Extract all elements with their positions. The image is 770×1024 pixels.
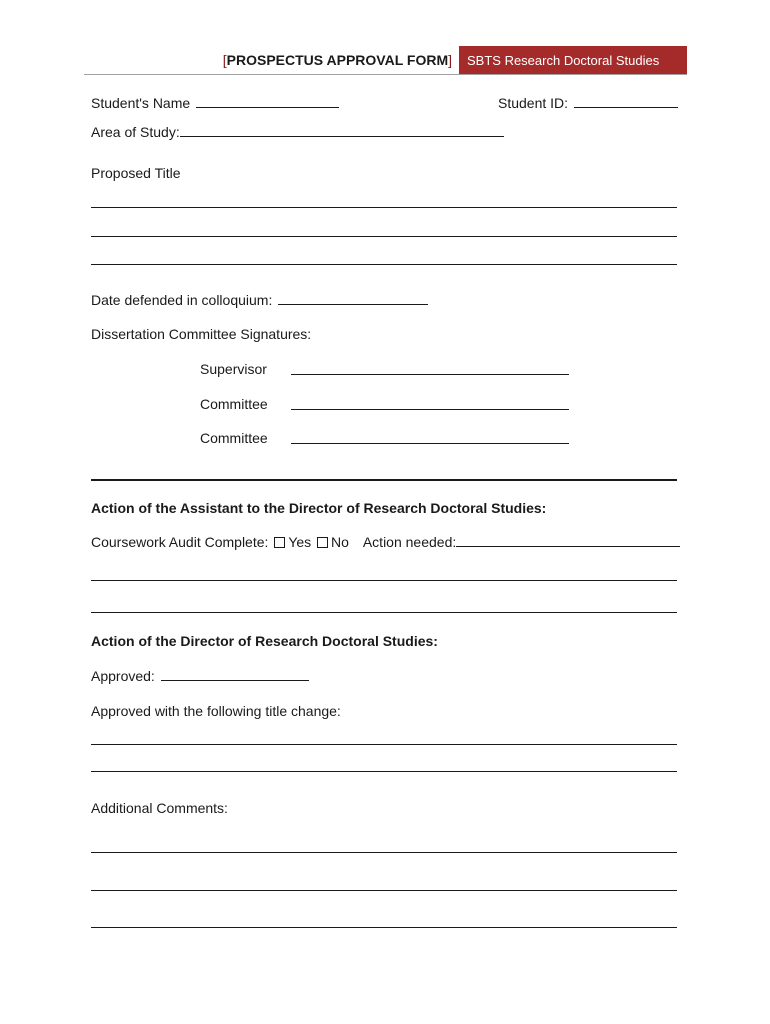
proposed-title-line-2[interactable] [91,236,677,237]
student-id-field[interactable] [574,94,678,108]
committee-2-signature-line[interactable] [291,443,569,444]
director-section-heading: Action of the Director of Research Doctoral Studies: [91,633,438,649]
department-badge: SBTS Research Doctoral Studies [459,46,687,75]
title-bracket-open: [ [222,52,227,68]
action-needed-label: Action needed: [362,534,457,550]
student-id-row [498,94,678,112]
audit-no-label: No [331,534,349,550]
comments-line-1[interactable] [91,852,677,853]
student-name-label: Student's Name [91,95,191,111]
audit-yes-label: Yes [288,534,312,550]
signature-role-committee-1: Committee [200,396,268,412]
coursework-audit-label: Coursework Audit Complete: [91,534,269,550]
date-defended-label: Date defended in colloquium: [91,292,273,308]
area-of-study-row [91,123,504,141]
proposed-title-line-3[interactable] [91,264,677,265]
approved-row [91,667,309,685]
title-bracket-close: ] [448,52,452,68]
additional-comments-label: Additional Comments: [91,800,228,816]
proposed-title-line-1[interactable] [91,207,677,208]
supervisor-signature-line[interactable] [291,374,569,375]
area-of-study-field[interactable] [180,123,504,137]
action-needed-line-2[interactable] [91,612,677,613]
action-needed-line-1[interactable] [91,580,677,581]
signature-role-supervisor: Supervisor [200,361,267,377]
coursework-audit-row [91,533,680,551]
committee-1-signature-line[interactable] [291,409,569,410]
section-divider [91,479,677,481]
assistant-section-heading: Action of the Assistant to the Director of Research Doctoral Studies: [91,500,547,516]
date-defended-field[interactable] [278,291,428,305]
title-change-line-2[interactable] [91,771,677,772]
student-id-label: Student ID: [498,95,569,111]
area-of-study-label: Area of Study: [91,124,180,140]
title-change-label: Approved with the following title change: [91,703,341,719]
committee-signatures-label: Dissertation Committee Signatures: [91,326,312,342]
audit-no-checkbox[interactable] [317,537,328,548]
comments-line-2[interactable] [91,890,677,891]
form-title [223,52,452,68]
proposed-title-label: Proposed Title [91,165,181,181]
action-needed-field[interactable] [456,533,680,547]
signature-role-committee-2: Committee [200,430,268,446]
comments-line-3[interactable] [91,927,677,928]
approved-label: Approved: [91,668,155,684]
title-change-line-1[interactable] [91,744,677,745]
date-defended-row [91,291,428,309]
approved-field[interactable] [161,667,309,681]
student-name-field[interactable] [196,94,339,108]
header-divider [84,74,687,75]
audit-yes-checkbox[interactable] [274,537,285,548]
student-name-row [91,94,339,112]
form-title-text: PROSPECTUS APPROVAL FORM [226,52,449,68]
